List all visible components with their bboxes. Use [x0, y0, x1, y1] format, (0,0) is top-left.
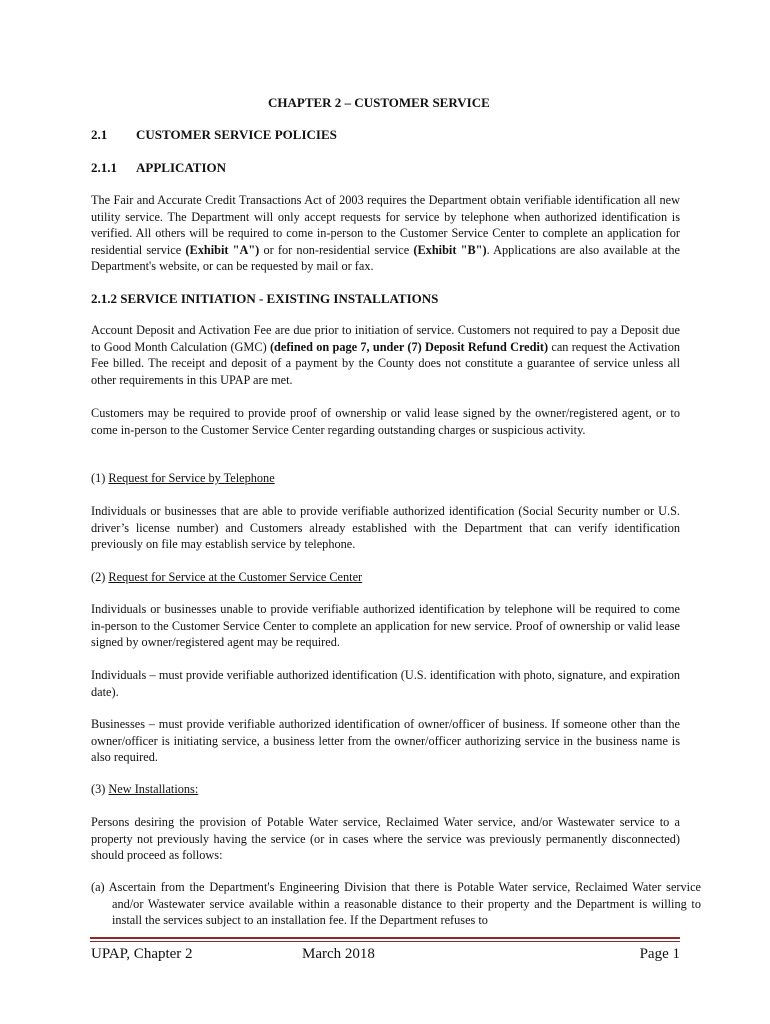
item-3-heading: (3) New Installations:	[91, 782, 199, 796]
section-2-1-1-number: 2.1.1	[91, 160, 117, 175]
item-3a-paragraph: (a) Ascertain from the Department's Engineering Division that there is Potable Water service, Reclaimed Water service and/or Wastewater service available within a reasonable distance to their property and the Department is willing to install the services subject to an installation fee. If the Department refuses to	[91, 880, 701, 928]
item-2-paragraph: Individuals or businesses unable to provide verifiable authorized identification by telephone will be required to come in-person to the Customer Service Center to complete an application for new service. Proof of ownership or valid lease signed by owner/registered agent may be required.	[91, 602, 680, 650]
application-paragraph: The Fair and Accurate Credit Transactions Act of 2003 requires the Department obtain verifiable identification all new utility service. The Department will only accept requests for service by telephone when authorized identification is verified. All others will be required to come in-person to the Customer Service Center to complete an application for residential service (Exhibit "A") or for non-residential service (Exhibit "B"). Applications are also available at the Department's website, or can be requested by mail or fax.	[91, 193, 681, 274]
footer-rule	[90, 937, 680, 939]
item-1-paragraph: Individuals or businesses that are able to provide verifiable authorized identification (Social Security number or U.S. driver’s license number) and Customers already established with the Department that can verify identification previously on file may establish service by telephone.	[91, 504, 680, 552]
section-2-1-number: 2.1	[91, 127, 108, 142]
item-2-heading: (2) Request for Service at the Customer Service Center	[91, 570, 363, 584]
item-3-paragraph: Persons desiring the provision of Potable Water service, Reclaimed Water service, and/or Wastewater service to a property not previously having the service (or in cases where the service was previously permanently disconnected) should proceed as follows:	[91, 815, 680, 863]
footer-rule-thin	[90, 941, 680, 942]
item-1-heading: (1) Request for Service by Telephone	[91, 471, 275, 485]
section-2-1-2-heading: 2.1.2 SERVICE INITIATION - EXISTING INSTALLATIONS	[91, 291, 439, 306]
individuals-paragraph: Individuals – must provide verifiable authorized identification (U.S. identification with photo, signature, and expiration date).	[91, 668, 680, 699]
proof-paragraph: Customers may be required to provide proof of ownership or valid lease signed by the owner/registered agent, or to come in-person to the Customer Service Center regarding outstanding charges or suspicious activity.	[91, 406, 680, 437]
footer-center: March 2018	[302, 946, 375, 962]
section-2-1-title: CUSTOMER SERVICE POLICIES	[136, 127, 337, 142]
chapter-title: CHAPTER 2 – CUSTOMER SERVICE	[268, 95, 490, 110]
businesses-paragraph: Businesses – must provide verifiable authorized identification of owner/officer of business. If someone other than the owner/officer is initiating service, a business letter from the owner/officer authorizing service in the business name is also required.	[91, 717, 680, 765]
footer-page-number: Page 1	[639, 946, 680, 962]
section-2-1-1-title: APPLICATION	[136, 160, 227, 175]
footer-left: UPAP, Chapter 2	[91, 946, 193, 962]
deposit-paragraph: Account Deposit and Activation Fee are due prior to initiation of service. Customers not required to pay a Deposit due to Good Month Calculation (GMC) (defined on page 7, under (7) Deposit Refund Credit) can request the Activation Fee billed. The receipt and deposit of a payment by the County does not constitute a guarantee of service unless all other requirements in this UPAP are met.	[91, 323, 681, 387]
